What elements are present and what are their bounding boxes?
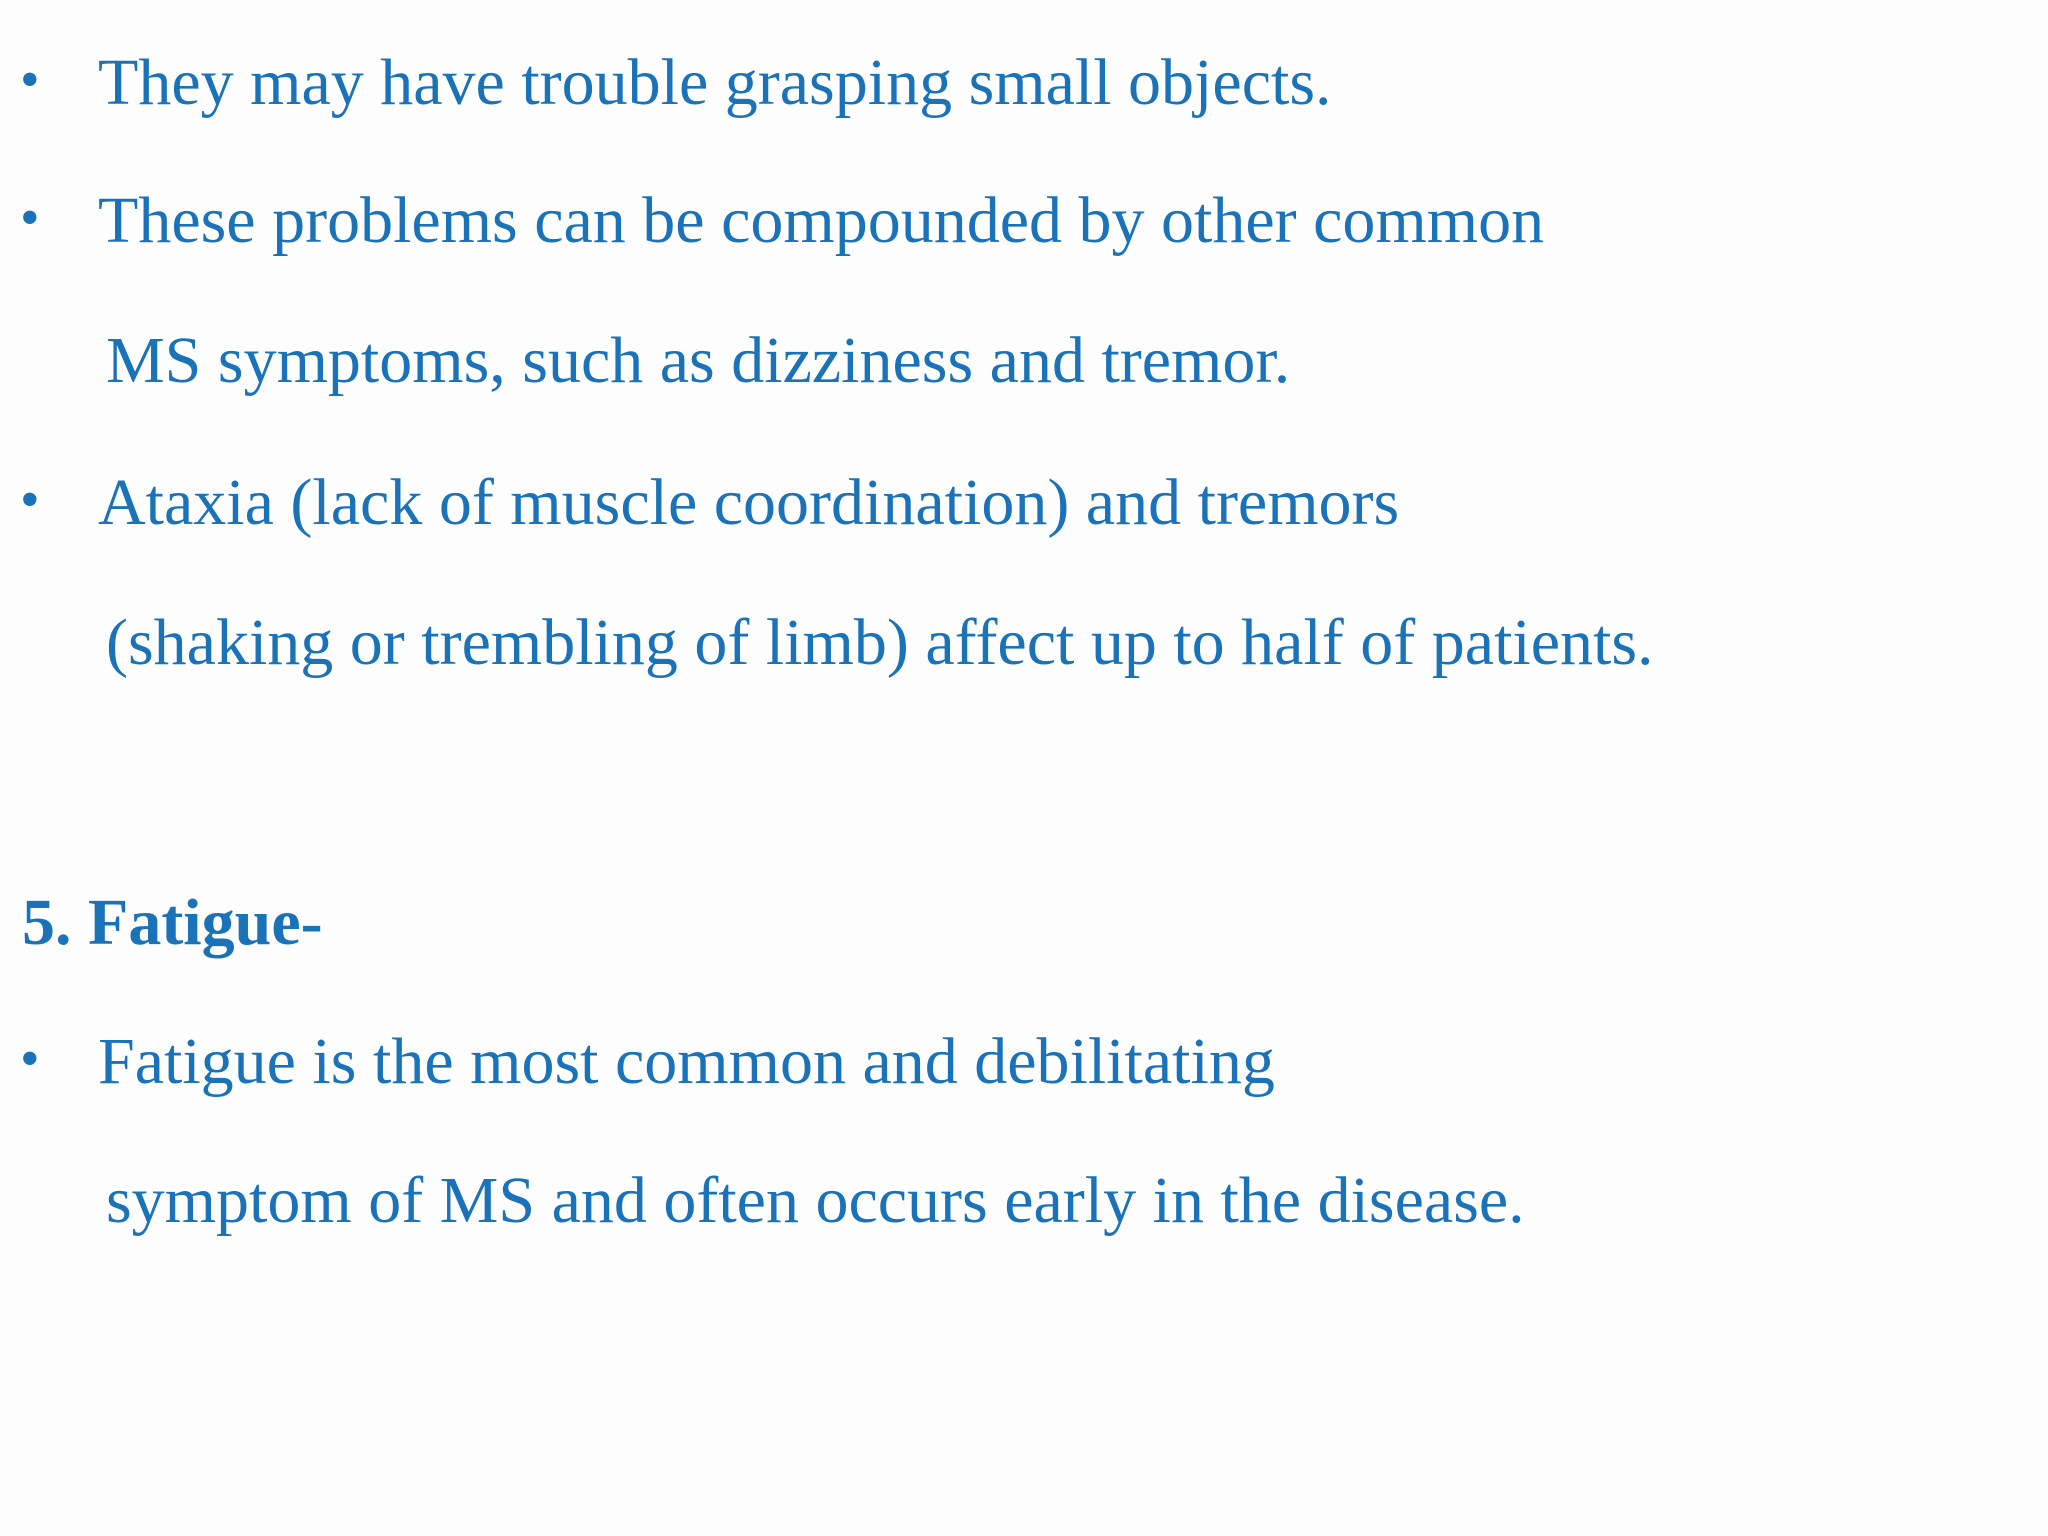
bullet-marker: • [20, 1028, 40, 1090]
bullet-3-line-2: (shaking or trembling of limb) affect up to half of patients. [106, 606, 1654, 679]
bullet-marker: • [20, 469, 40, 531]
fatigue-bullet-line-2: symptom of MS and often occurs early in the disease. [106, 1164, 1525, 1237]
section-heading: 5. Fatigue- [22, 886, 323, 959]
bullet-marker: • [20, 49, 40, 111]
bullet-marker: • [20, 187, 40, 249]
bullet-2-line-2: MS symptoms, such as dizziness and tremor. [106, 324, 1291, 397]
bullet-3-line-1: Ataxia (lack of muscle coordination) and tremors [98, 466, 1400, 539]
bullet-1-line-1: They may have trouble grasping small objects. [98, 46, 1332, 119]
bullet-2-line-1: These problems can be compounded by other common [98, 184, 1545, 257]
fatigue-bullet-line-1: Fatigue is the most common and debilitating [98, 1025, 1275, 1098]
